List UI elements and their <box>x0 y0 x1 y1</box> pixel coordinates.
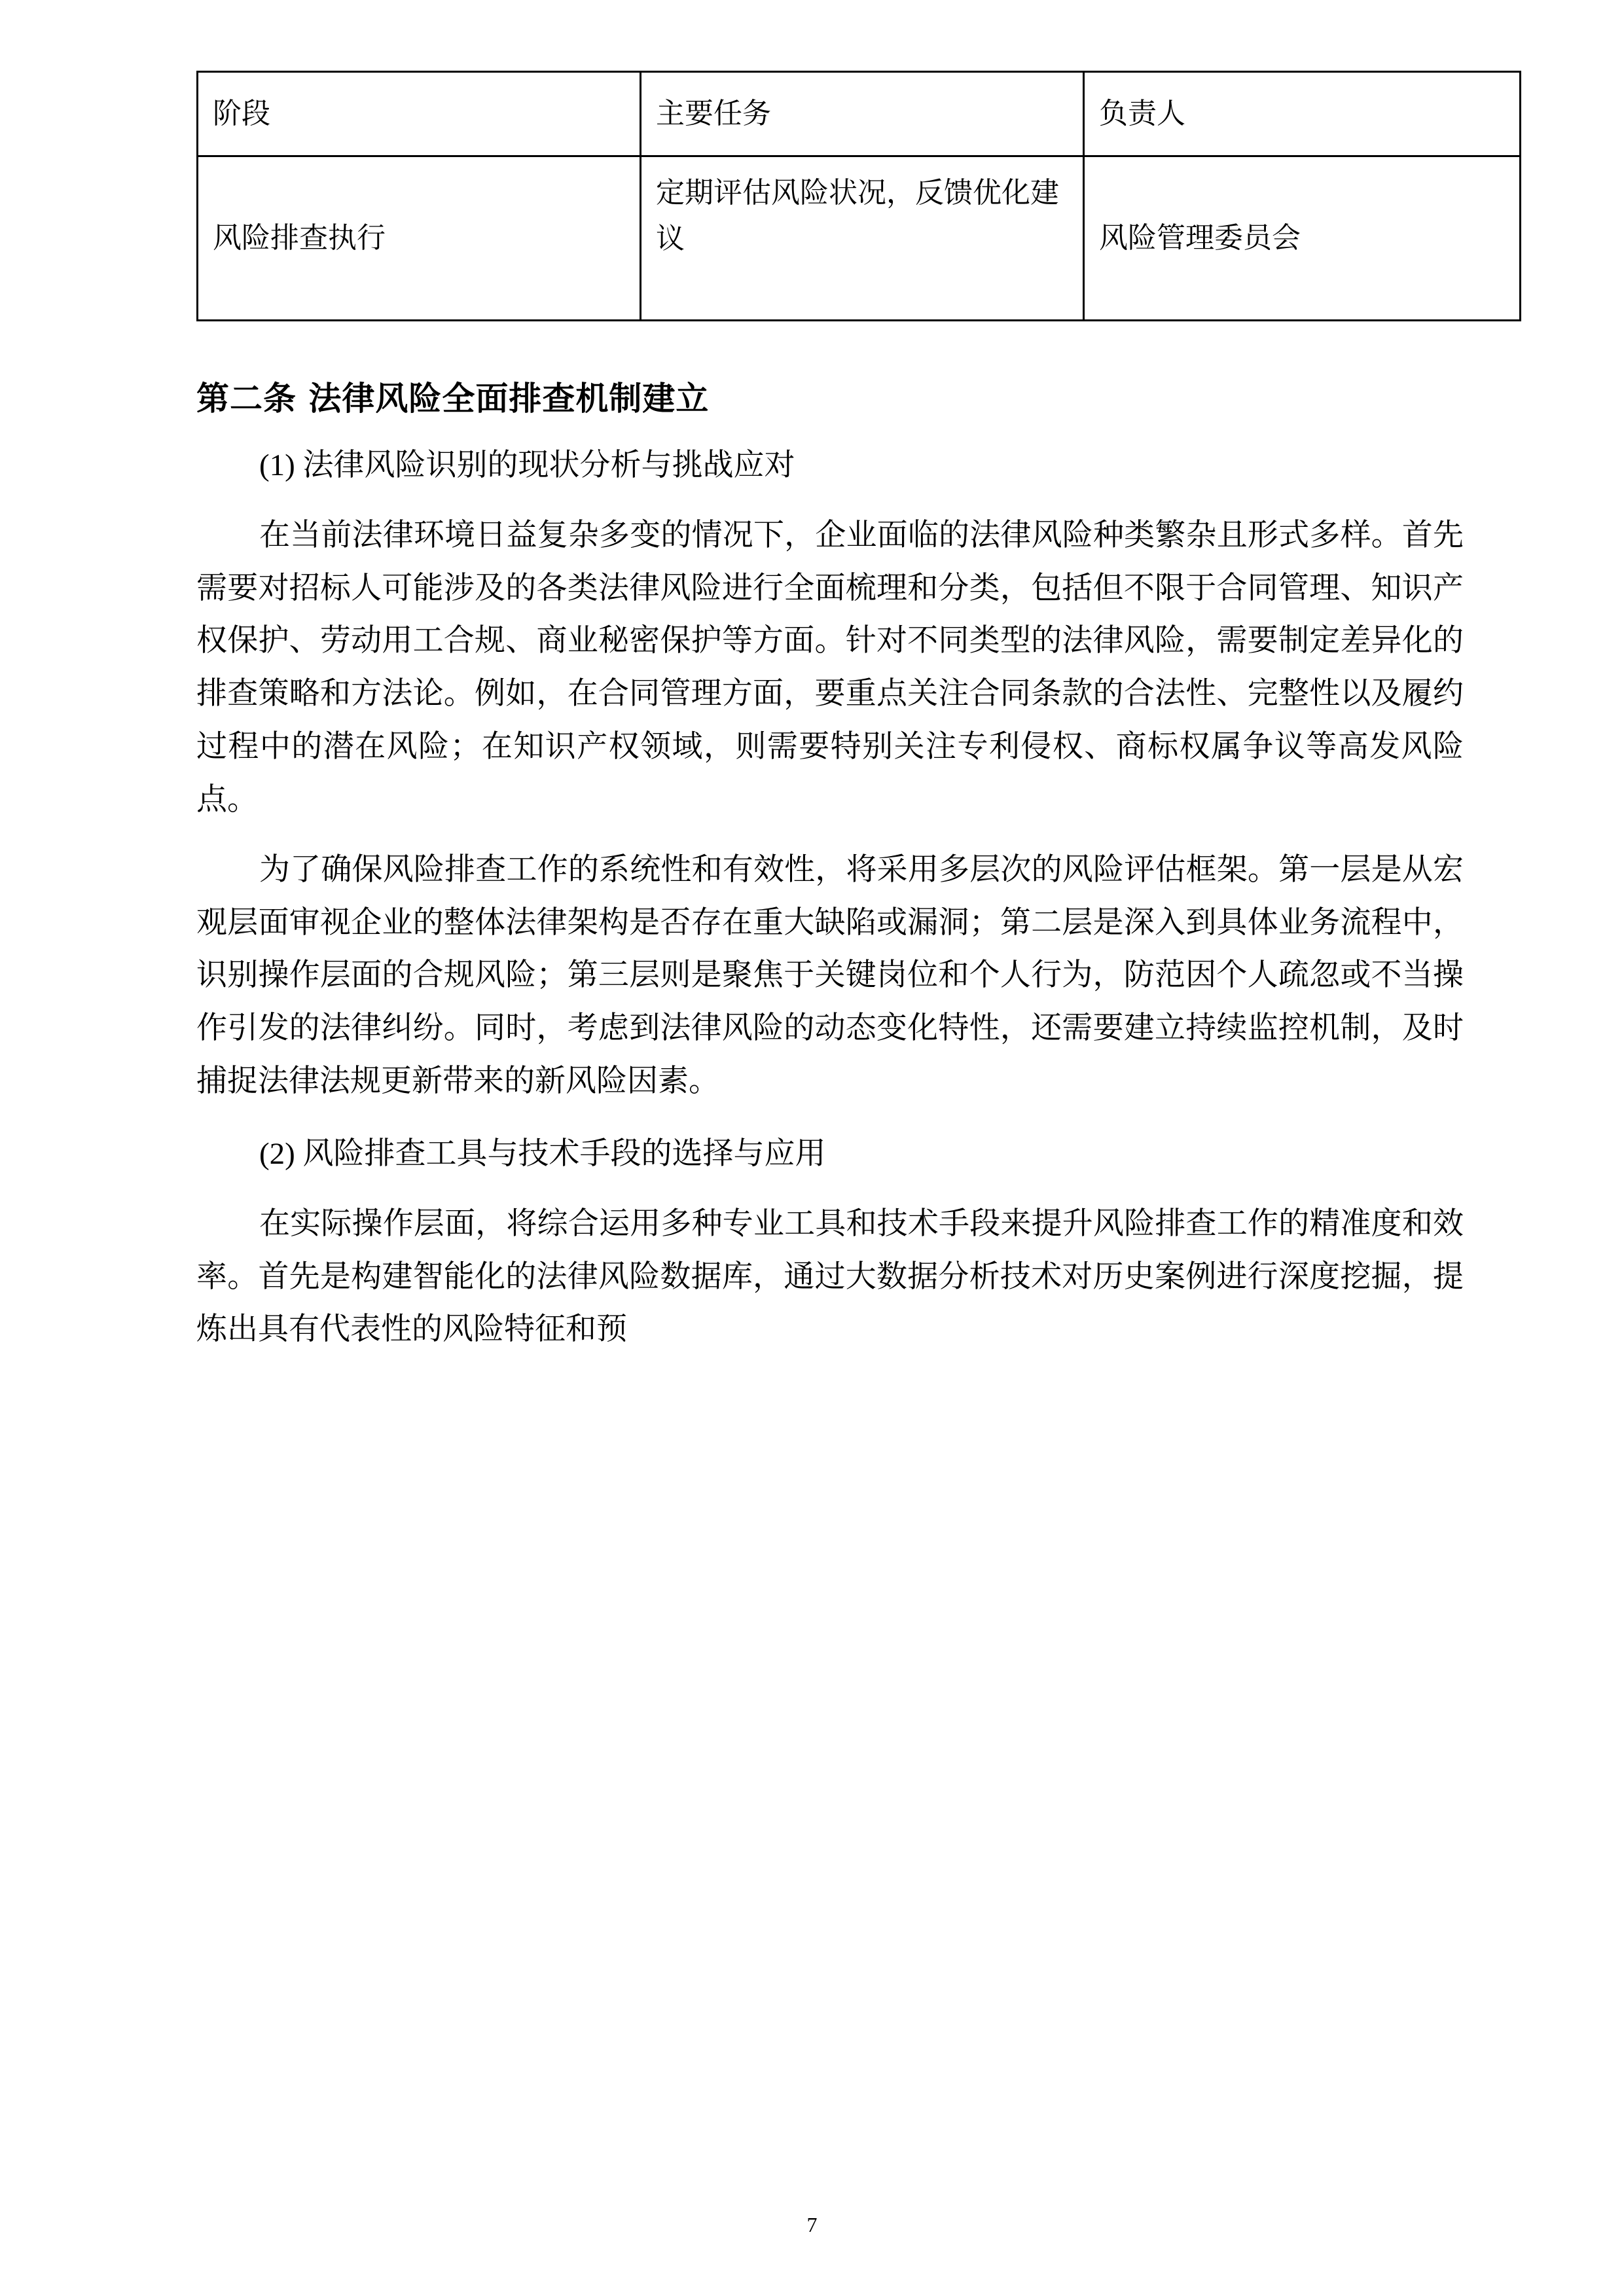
paragraph-1-1: 在当前法律环境日益复杂多变的情况下，企业面临的法律风险种类繁杂且形式多样。首先需要对招标人可能涉及的各类法律风险进行全面梳理和分类，包括但不限于合同管理、知识产权保护、劳动用工合规、商业秘密保护等方面。针对不同类型的法律风险，需要制定差异化的排查策略和方法论。例如，在合同管理方面，要重点关注合同条款的合法性、完整性以及履约过程中的潜在风险；在知识产权领域，则需要特别关注专利侵权、商标权属争议等高发风险点。 <box>196 518 1464 817</box>
paragraph-2-1: 在实际操作层面，将综合运用多种专业工具和技术手段来提升风险排查工作的精准度和效率。首先是构建智能化的法律风险数据库，通过大数据分析技术对历史案例进行深度挖掘，提炼出具有代表性的风险特征和预 <box>196 1206 1464 1347</box>
table-cell-owner: 风险管理委员会 <box>1084 156 1521 321</box>
table-header-stage: 阶段 <box>198 72 641 156</box>
table-header-task: 主要任务 <box>641 72 1084 156</box>
section-heading: 第二条 法律风险全面排查机制建立 <box>196 380 710 418</box>
table-header-owner: 负责人 <box>1084 72 1521 156</box>
paragraph-1-2: 为了确保风险排查工作的系统性和有效性，将采用多层次的风险评估框架。第一层是从宏观层面审视企业的整体法律架构是否存在重大缺陷或漏洞；第二层是深入到具体业务流程中，识别操作层面的合规风险；第三层则是聚焦于关键岗位和个人行为，防范因个人疏忽或不当操作引发的法律纠纷。同时，考虑到法律风险的动态变化特性，还需要建立持续监控机制，及时捕捉法律法规更新带来的新风险因素。 <box>196 852 1464 1099</box>
table-cell-task: 定期评估风险状况，反馈优化建议 <box>641 156 1084 321</box>
subsection-label-1: (1) 法律风险识别的现状分析与挑战应对 <box>259 448 795 482</box>
page-number: 7 <box>806 2213 818 2236</box>
table-row <box>198 156 1521 321</box>
risk-stage-table <box>196 71 1521 321</box>
table-header-row <box>198 72 1521 156</box>
subsection-label-2: (2) 风险排查工具与技术手段的选择与应用 <box>259 1136 826 1171</box>
table-cell-stage: 风险排查执行 <box>198 156 641 321</box>
